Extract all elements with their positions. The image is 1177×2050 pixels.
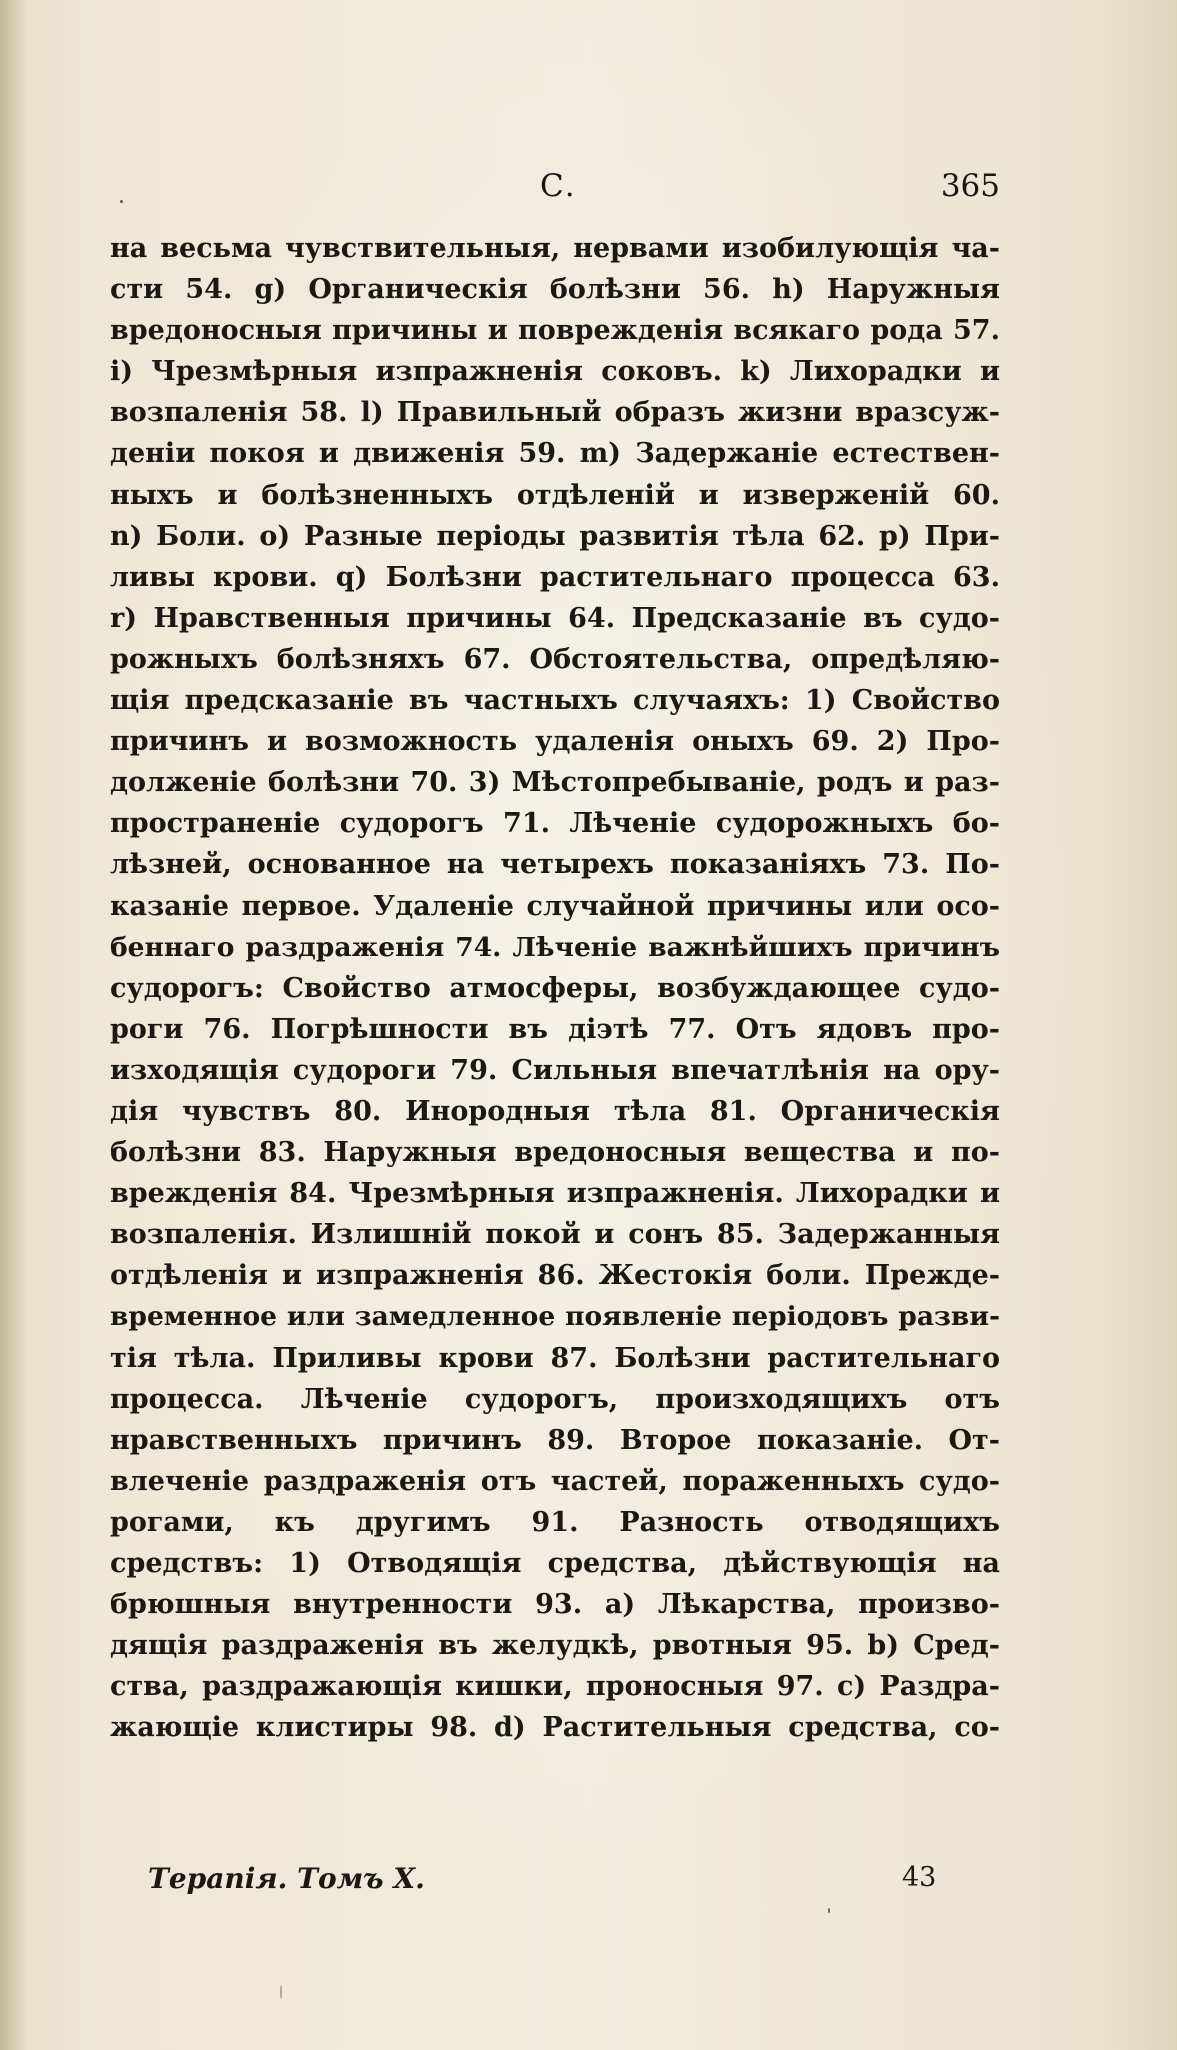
section-letter: С. (540, 168, 576, 204)
text-line: щія предсказаніе въ частныхъ случаяхъ: 1) Свойство (110, 685, 1000, 717)
text-line: отдѣленія и изпражненія 86. Жестокія боли. Прежде- (110, 1260, 1000, 1292)
text-line: беннаго раздраженія 74. Лѣченіе важнѣйшихъ причинъ (110, 931, 1000, 963)
text-line: пространеніе судорогъ 71. Лѣченіе судорожныхъ бо- (110, 808, 1000, 840)
signature-mark: 43 (902, 1862, 937, 1893)
text-line: i) Чрезмѣрныя изпражненія соковъ. k) Лихорадки и (110, 356, 1000, 388)
page-footer (148, 1862, 948, 1902)
text-line: изходящія судороги 79. Сильныя впечатлѣнія на ору- (110, 1054, 1000, 1086)
text-line: ливы крови. q) Болѣзни растительнаго процесса 63. (110, 561, 1000, 593)
paper-speck (120, 200, 123, 203)
text-line: рожныхъ болѣзняхъ 67. Обстоятельства, опредѣляю- (110, 643, 1000, 675)
text-line: n) Боли. о) Разные періоды развитія тѣла 62. p) При- (110, 520, 1000, 552)
text-line: рогами, къ другимъ 91. Разность отводящихъ (110, 1506, 1000, 1538)
text-line: влеченіе раздраженія отъ частей, пораженныхъ судо- (110, 1465, 1000, 1497)
text-line: средствъ: 1) Отводящія средства, дѣйствующія на (110, 1548, 1000, 1579)
paper-speck (828, 1908, 830, 1913)
text-line: жающіе клистиры 98. d) Растительныя средства, со- (110, 1712, 1000, 1744)
text-line: врежденія 84. Чрезмѣрныя изпражненія. Лихорадки и (110, 1178, 1000, 1210)
text-line: лѣзней, основанное на четырехъ показаніяхъ 73. По- (110, 849, 1000, 881)
text-line: болѣзни 83. Наружныя вредоносныя вещества и по- (110, 1137, 1000, 1169)
text-line: судорогъ: Свойство атмосферы, возбуждающее судо- (110, 972, 1000, 1004)
text-line: ныхъ и болѣзненныхъ отдѣленій и изверженій 60. (110, 479, 1000, 511)
text-line: причинъ и возможность удаленія оныхъ 69. 2) Про- (110, 726, 1000, 758)
text-line: дія чувствъ 80. Инородныя тѣла 81. Органическія (110, 1095, 1000, 1127)
paper-speck (280, 1985, 282, 1999)
text-line: процесса. Лѣченіе судорогъ, произходящихъ отъ (110, 1383, 1000, 1415)
text-line: дящія раздраженія въ желудкѣ, рвотныя 95. b) Сред- (110, 1630, 1000, 1662)
text-line: казаніе первое. Удаленіе случайной причины или осо- (110, 890, 1000, 922)
text-line: возпаленія. Излишній покой и сонъ 85. Задержанныя (110, 1219, 1000, 1251)
running-header (110, 168, 1000, 210)
text-line: ства, раздражающія кишки, проносныя 97. c) Раздра- (110, 1671, 1000, 1703)
text-line: на весьма чувствительныя, нервами изобилующія ча- (110, 233, 1000, 264)
text-line: r) Нравственныя причины 64. Предсказаніе въ судо- (110, 602, 1000, 634)
text-line: роги 76. Погрѣшности въ діэтѣ 77. Отъ ядовъ про- (110, 1013, 1000, 1045)
text-line: долженіе болѣзни 70. 3) Мѣстопребываніе, родъ и раз- (110, 767, 1000, 799)
text-line: временное или замедленное появленіе періодовъ разви- (110, 1301, 1000, 1333)
text-line: тія тѣла. Приливы крови 87. Болѣзни растительнаго (110, 1342, 1000, 1374)
text-line: деніи покоя и движенія 59. m) Задержаніе естествен- (110, 438, 1000, 470)
text-line: нравственныхъ причинъ 89. Второе показаніе. От- (110, 1424, 1000, 1456)
text-line: вредоносныя причины и поврежденія всякаго рода 57. (110, 315, 1000, 347)
volume-title: Терапія. Томъ X. (148, 1862, 425, 1895)
binding-shadow (0, 0, 26, 2050)
text-line: возпаленія 58. l) Правильный образъ жизни вразсуж- (110, 397, 1000, 429)
text-line: сти 54. g) Органическія болѣзни 56. h) Наружныя (110, 274, 1000, 306)
page-number: 365 (940, 168, 1000, 204)
body-text (110, 228, 1000, 1748)
text-line: брюшныя внутренности 93. a) Лѣкарства, произво- (110, 1589, 1000, 1621)
